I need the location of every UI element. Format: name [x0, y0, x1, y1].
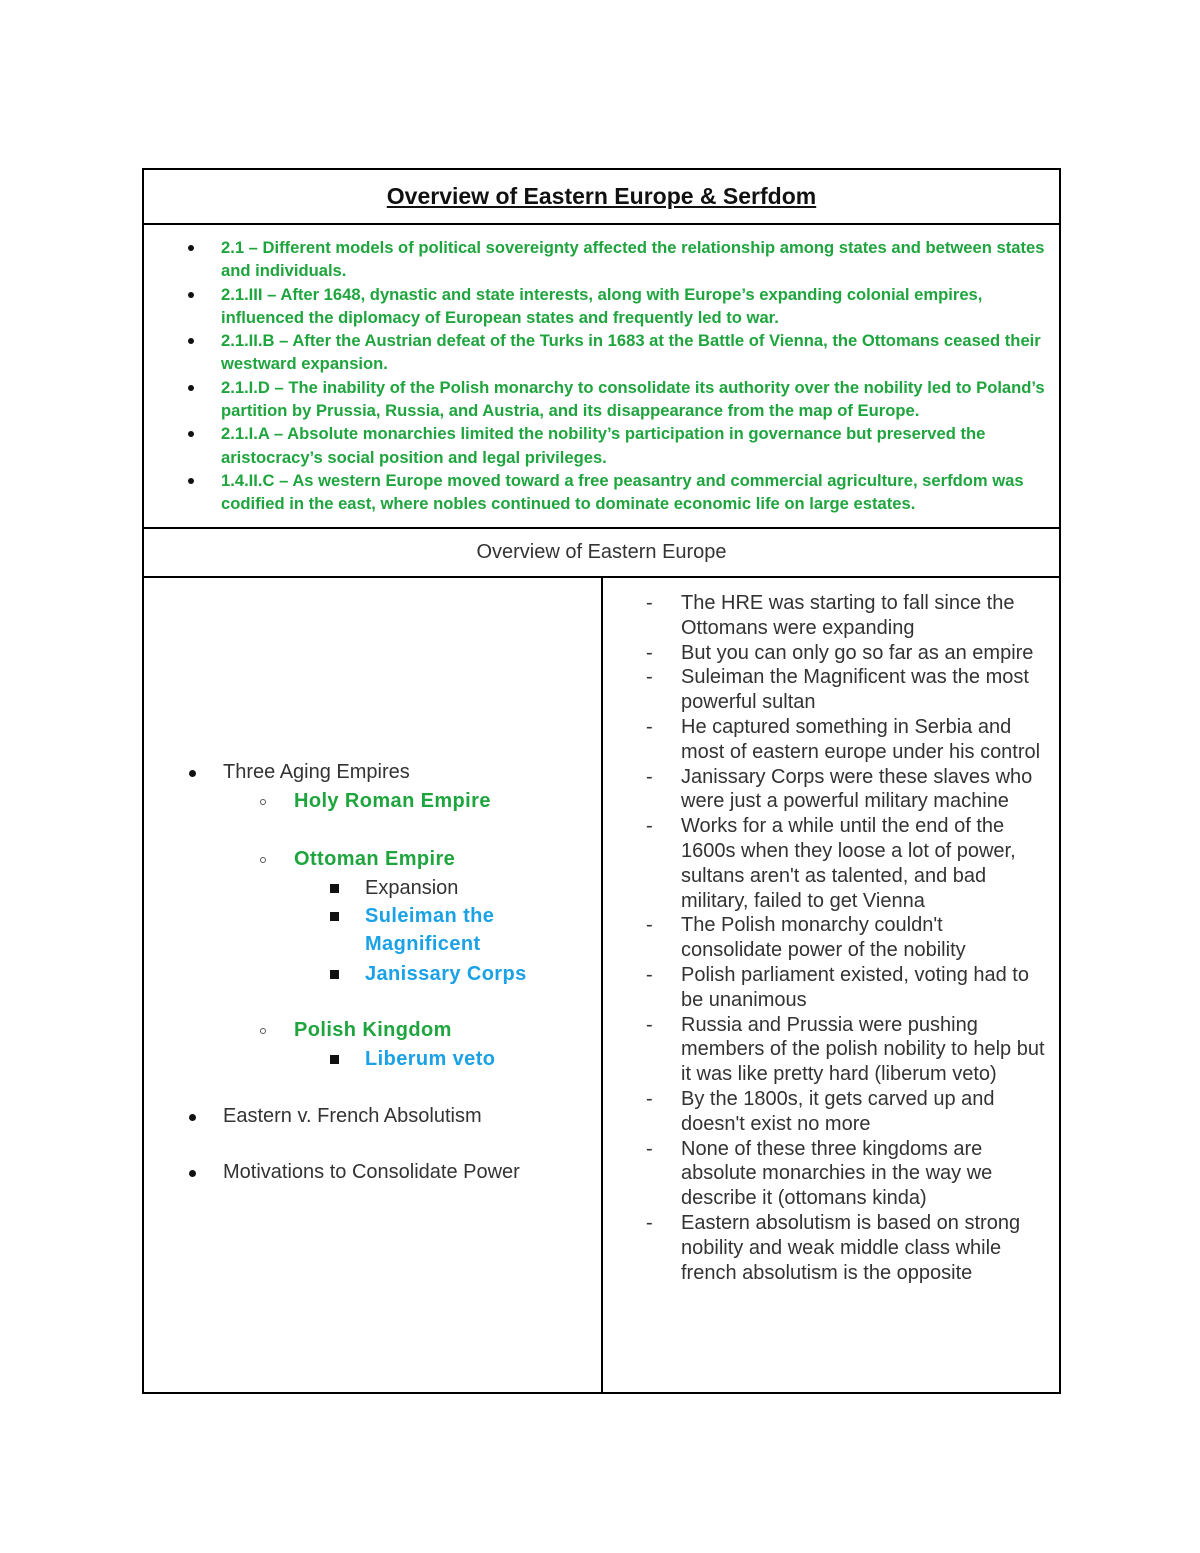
note-item [603, 1137, 1059, 1211]
outline-text: Motivations to Consolidate Power [223, 1161, 520, 1183]
bullet-icon [188, 338, 194, 344]
note-text: He captured something in Serbia and most of eastern europe under his control [681, 715, 1041, 763]
standards-list [144, 225, 1059, 516]
section-heading: Overview of Eastern Europe [476, 541, 727, 563]
note-item [603, 1013, 1059, 1087]
outline-text: Three Aging Empires [223, 761, 410, 783]
note-item [603, 1087, 1059, 1137]
note-text: Works for a while until the end of the 1600s when they loose a lot of power, sultans aren't as talented, and bad military, failed to get Vienna [681, 815, 1016, 912]
dash-marker: - [646, 1087, 653, 1110]
note-item [603, 913, 1059, 963]
standard-text: 2.1.I.A – Absolute monarchies limited the nobility’s participation in governance but preserved the aristocracy’s social position and legal privileges. [221, 424, 986, 467]
notes-column [603, 578, 1059, 1392]
outline-column [144, 578, 601, 1392]
dash-marker: - [646, 765, 653, 788]
outline-text: Suleiman the [365, 905, 495, 927]
standards-row [144, 225, 1059, 529]
dash-marker: - [646, 1137, 653, 1160]
square-bullet-icon [330, 1055, 339, 1064]
outline-text: Polish Kingdom [294, 1019, 452, 1041]
bullet-icon [188, 385, 194, 391]
dash-marker: - [646, 592, 653, 614]
standard-text: 2.1 – Different models of political sovereignty affected the relationship among states and between states and individuals. [221, 238, 1045, 281]
note-item [603, 641, 1059, 666]
note-text: None of these three kingdoms are absolute monarchies in the way we describe it (ottomans kinda) [681, 1137, 993, 1210]
note-text: Janissary Corps were these slaves who were just a powerful military machine [681, 765, 1033, 813]
outline-text: Ottoman Empire [294, 848, 456, 870]
outline-text: Liberum veto [365, 1048, 496, 1070]
note-item [603, 765, 1059, 815]
title-row [144, 170, 1059, 225]
outline-text: Holy Roman Empire [294, 790, 491, 812]
bullet-icon [189, 1114, 196, 1121]
dash-marker: - [646, 715, 653, 738]
hollow-bullet-icon [260, 799, 266, 805]
standard-item [144, 329, 1059, 376]
bullet-icon [188, 292, 194, 298]
note-item [603, 1211, 1059, 1285]
note-item [603, 665, 1059, 715]
standard-text: 1.4.II.C – As western Europe moved toward a free peasantry and commercial agriculture, serfdom was codified in the east, where nobles continued to dominate economic life on large estates. [221, 470, 1024, 514]
standard-item [144, 236, 1059, 283]
note-text: By the 1800s, it gets carved up and doesn't exist no more [681, 1087, 995, 1135]
square-bullet-icon [330, 884, 339, 893]
outline-text: Magnificent [365, 933, 481, 955]
dash-marker: - [646, 815, 653, 838]
notes-list [603, 578, 1059, 1285]
note-item [603, 963, 1059, 1013]
standard-item [144, 422, 1059, 469]
dash-marker: - [646, 1013, 653, 1036]
square-bullet-icon [330, 912, 339, 921]
note-text: Suleiman the Magnificent was the most powerful sultan [681, 666, 1029, 714]
dash-marker: - [646, 914, 653, 937]
note-text: But you can only go so far as an empire [681, 641, 1034, 664]
note-text: Polish parliament existed, voting had to be unanimous [681, 963, 1029, 1011]
note-text: The Polish monarchy couldn't consolidate power of the nobility [681, 914, 966, 962]
note-item [603, 814, 1059, 913]
bullet-icon [189, 1170, 196, 1177]
outline-text: Eastern v. French Absolutism [223, 1105, 482, 1127]
note-text: Eastern absolutism is based on strong nobility and weak middle class while french absolutism is the opposite [681, 1211, 1021, 1284]
dash-marker: - [646, 963, 653, 986]
dash-marker: - [646, 666, 653, 689]
bullet-icon [188, 245, 194, 251]
dash-marker: - [646, 641, 653, 664]
bullet-icon [188, 478, 194, 484]
bullet-icon [188, 431, 194, 437]
standard-text: 2.1.II.B – After the Austrian defeat of the Turks in 1683 at the Battle of Vienna, the Ottomans ceased their westward expansion. [221, 331, 1041, 374]
standard-text: 2.1.III – After 1648, dynastic and state interests, along with Europe’s expanding colonial empires, influenced the diplomacy of European states and frequently led to war. [221, 284, 983, 327]
notes-table [142, 168, 1061, 1394]
square-bullet-icon [330, 970, 339, 979]
standard-text: 2.1.I.D – The inability of the Polish monarchy to consolidate its authority over the nobility led to Poland’s partition by Prussia, Russia, and Austria, and its disappearance from the map of Europe. [221, 377, 1045, 421]
standard-item [144, 283, 1059, 330]
hollow-bullet-icon [260, 1028, 266, 1034]
document-title: Overview of Eastern Europe & Serfdom [386, 183, 817, 209]
note-text: The HRE was starting to fall since the Ottomans were expanding [681, 592, 1015, 639]
standard-item [144, 469, 1059, 516]
notes-body-row [144, 578, 1059, 1392]
section-heading-row [144, 529, 1059, 578]
hollow-bullet-icon [260, 857, 266, 863]
outline-text: Expansion [365, 877, 459, 899]
standard-item [144, 376, 1059, 423]
note-item [603, 715, 1059, 765]
dash-marker: - [646, 1211, 653, 1234]
note-item [603, 591, 1059, 641]
outline-text: Janissary Corps [365, 963, 527, 985]
bullet-icon [189, 770, 196, 777]
note-text: Russia and Prussia were pushing members of the polish nobility to help but it was like pretty hard (liberum veto) [681, 1013, 1045, 1086]
